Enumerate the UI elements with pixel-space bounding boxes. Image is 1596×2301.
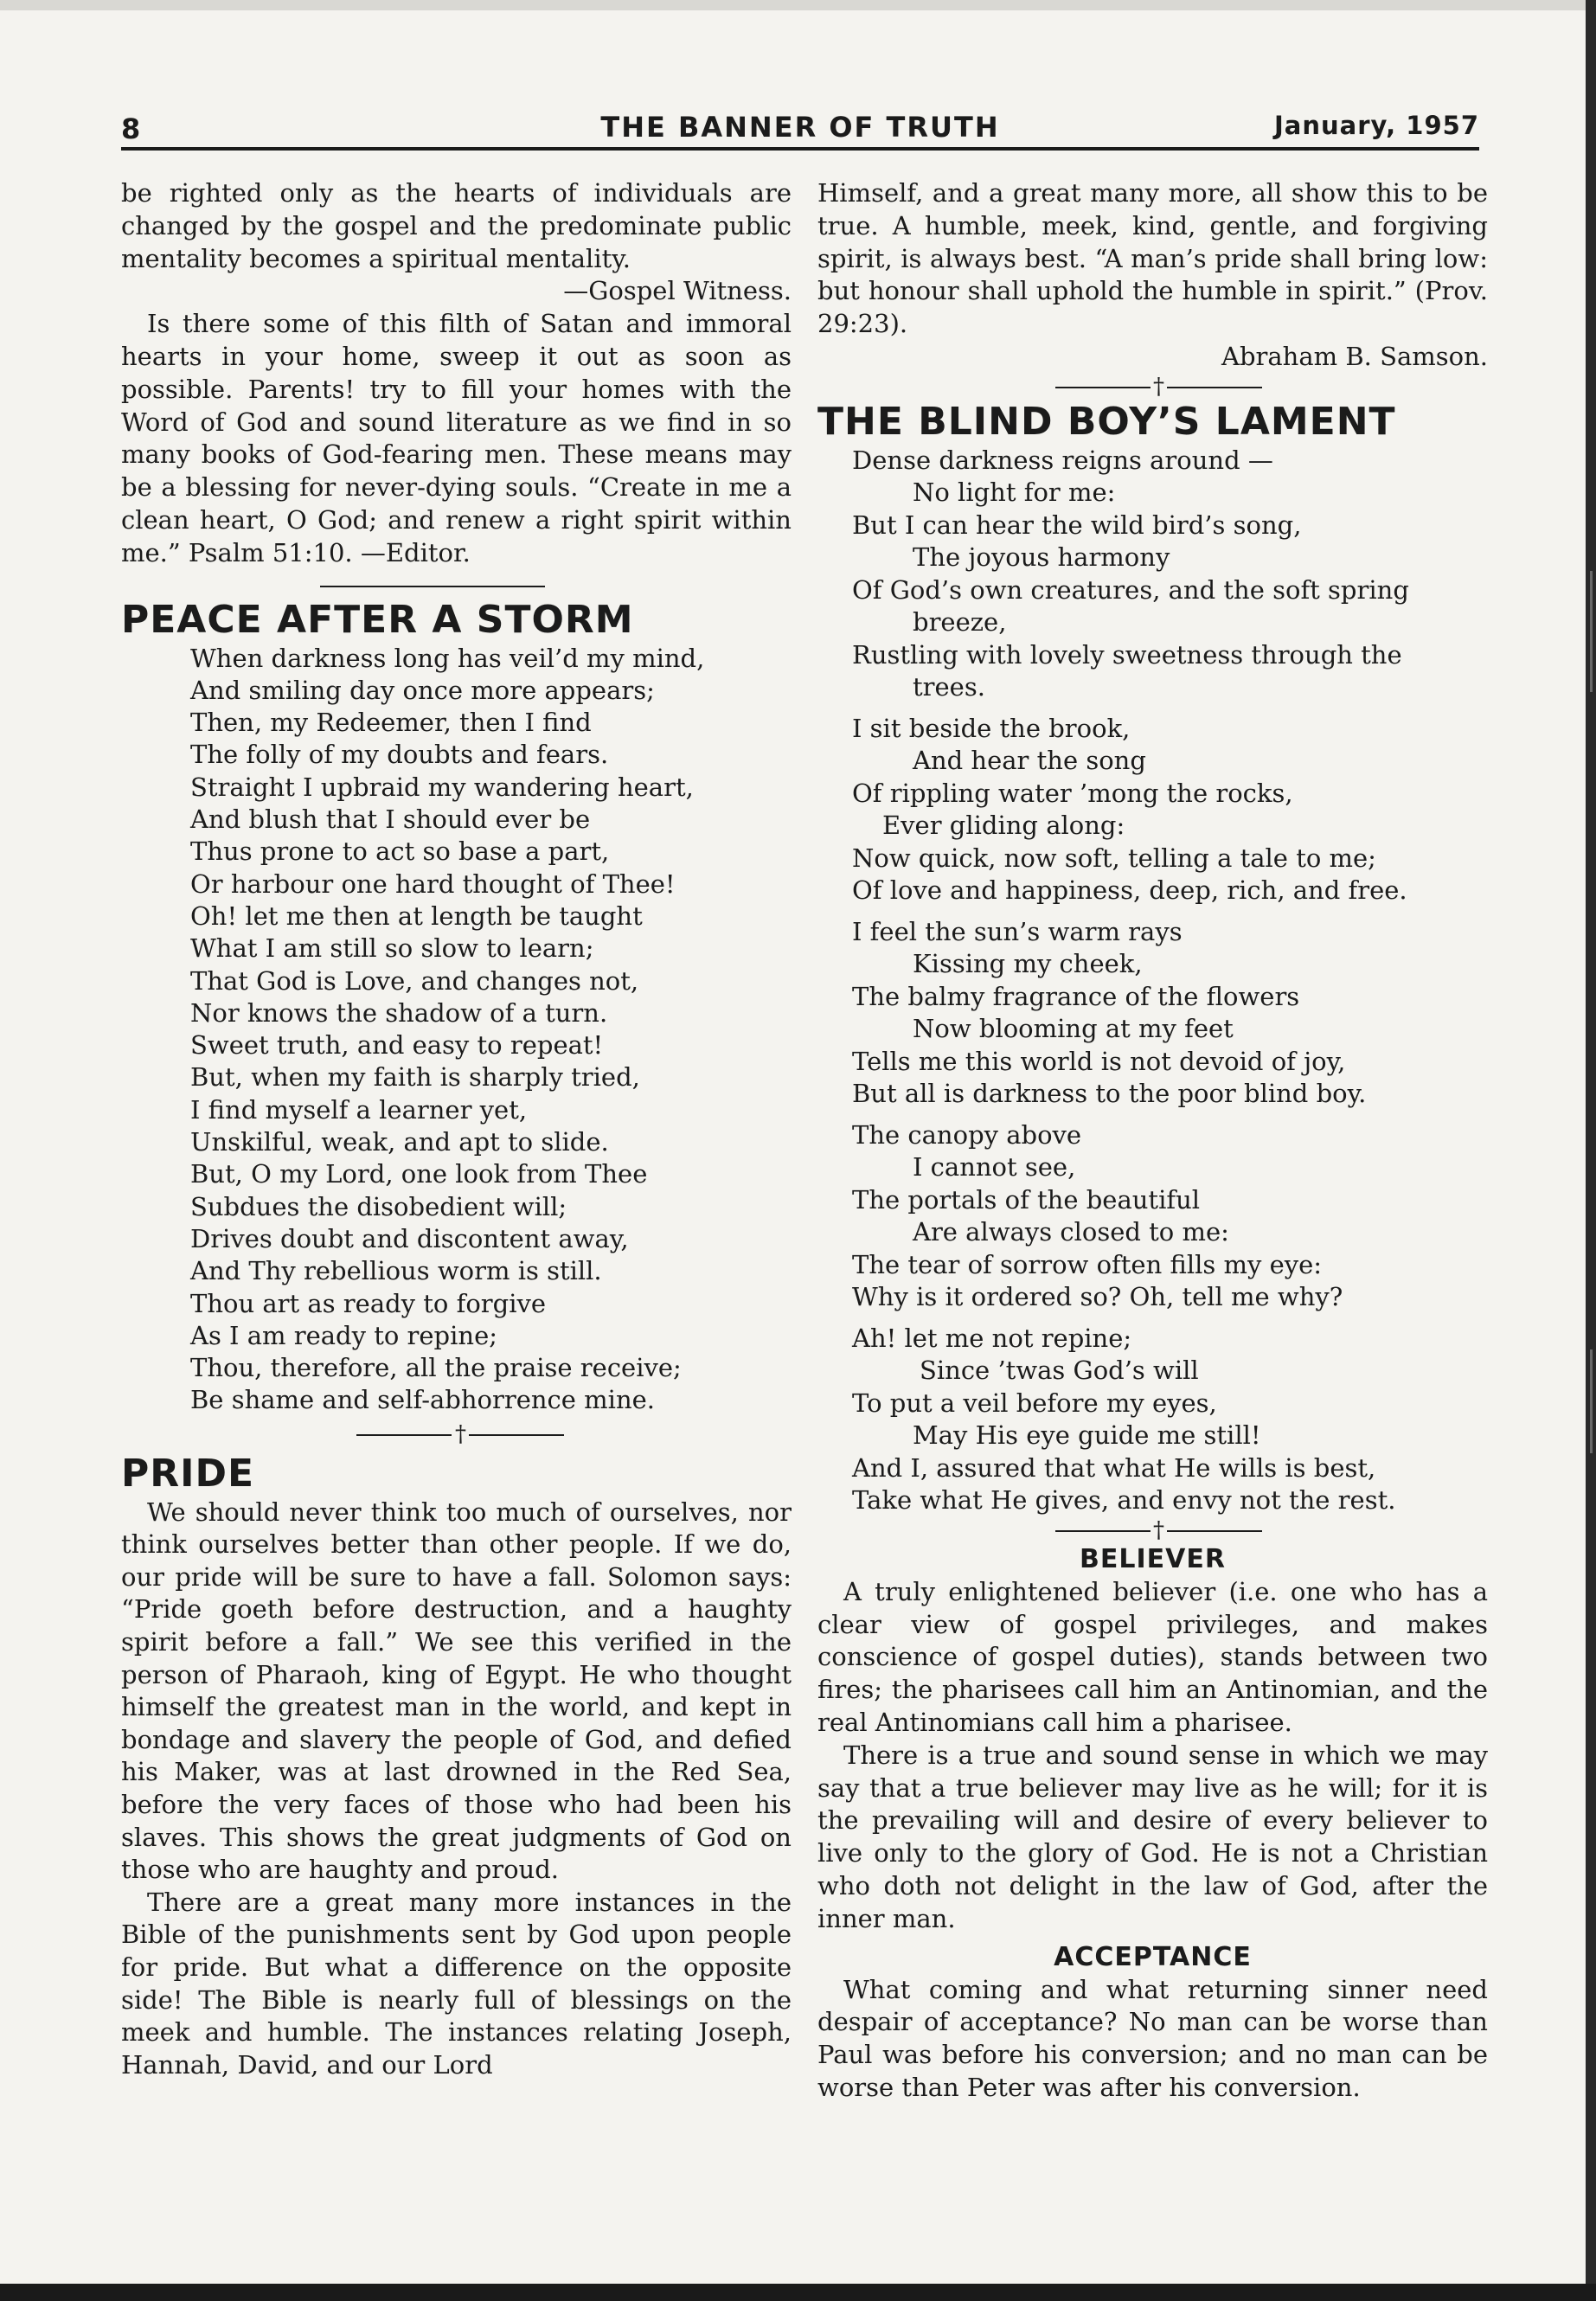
poem-line: The folly of my doubts and fears. [190, 740, 609, 770]
dagger-mark: † [1153, 373, 1164, 400]
blind-boy-stanza-2 [817, 713, 1488, 907]
poem-line: Since ’twas God’s will [920, 1356, 1199, 1386]
peace-poem [121, 643, 792, 1417]
page-edge-top [0, 0, 1596, 10]
peace-title: PEACE AFTER A STORM [121, 597, 634, 642]
right-column [817, 177, 1488, 2105]
poem-line: Ever gliding along: [882, 811, 1125, 841]
intro-paragraph: be righted only as the hearts of individuals are changed by the gospel and the predominate public mentality becomes a spiritual mentality. [121, 178, 792, 273]
poem-line: Subdues the disobedient will; [190, 1191, 567, 1221]
blind-boy-stanza-3 [817, 916, 1488, 1111]
author-signature: Abraham B. Samson. [1221, 341, 1488, 371]
poem-line: And Thy rebellious worm is still. [190, 1256, 602, 1286]
poem-line: Of God’s own creatures, and the soft spring [852, 574, 1409, 605]
poem-line: And blush that I should ever be [190, 804, 591, 835]
left-column [121, 177, 792, 2081]
poem-line: The portals of the beautiful [852, 1184, 1201, 1215]
poem-line: Or harbour one hard thought of Thee! [190, 868, 676, 899]
poem-line: Thou art as ready to forgive [190, 1288, 547, 1318]
poem-line: Of love and happiness, deep, rich, and free. [852, 875, 1407, 906]
poem-line: Now quick, now soft, telling a tale to me; [852, 843, 1376, 873]
poem-line: What I am still so slow to learn; [190, 933, 594, 964]
poem-line: But, O my Lord, one look from Thee [190, 1159, 648, 1189]
poem-line: I sit beside the brook, [852, 713, 1131, 743]
poem-line: Rustling with lovely sweetness through the [852, 639, 1402, 670]
poem-line: Oh! let me then at length be taught [190, 901, 643, 931]
poem-line: Then, my Redeemer, then I find [190, 708, 592, 738]
poem-line: Drives doubt and discontent away, [190, 1223, 629, 1253]
poem-line: Sweet truth, and easy to repeat! [190, 1030, 604, 1061]
section-divider [817, 374, 1488, 400]
editor-paragraph: Is there some of this filth of Satan and immoral hearts in your home, sweep it out as soon as possible. Parents! try to fill your homes with the Word of God and sound literature as we find in so many books of God-fearing men. These means may be a blessing for never-dying souls. “Create in me a clean heart, O God; and renew a right spirit within me.” Psalm 51:10. —Editor. [121, 309, 792, 567]
poem-line: I cannot see, [913, 1152, 1076, 1183]
scan-mark [1590, 1349, 1593, 1453]
page-edge-bottom [0, 2284, 1596, 2301]
poem-line: Of rippling water ’mong the rocks, [852, 778, 1293, 808]
scan-mark [1590, 571, 1593, 692]
poem-line: The canopy above [852, 1119, 1082, 1150]
poem-line: Take what He gives, and envy not the rest. [852, 1485, 1396, 1516]
poem-line: Nor knows the shadow of a turn. [190, 997, 608, 1028]
poem-line: May His eye guide me still! [913, 1420, 1261, 1451]
pride-paragraph: There are a great many more instances in the Bible of the punishments sent by God upon people for pride. But what a difference on the opposite side! The Bible is nearly full of blessings on the meek and humble. The instances relating Joseph, Hannah, David, and our Lord [121, 1887, 792, 2080]
acceptance-paragraph: What coming and what returning sinner need despair of acceptance? No man can be worse than Paul was before his conversion; and no man can be worse than Peter was after his conversion. [817, 1974, 1488, 2102]
poem-line: trees. [913, 672, 985, 702]
issue-date: January, 1957 [1274, 111, 1479, 140]
poem-line: Tells me this world is not devoid of joy, [852, 1046, 1346, 1076]
poem-line: Straight I upbraid my wandering heart, [190, 772, 694, 802]
poem-line: The balmy fragrance of the flowers [852, 981, 1300, 1011]
poem-line: Now blooming at my feet [913, 1014, 1234, 1044]
poem-line: To put a veil before my eyes, [852, 1388, 1217, 1418]
poem-line: When darkness long has veil’d my mind, [190, 643, 705, 673]
pride-paragraph: We should never think too much of ourselves, nor think ourselves better than other people. If we do, our pride will be sure to have a fall. Solomon says: “Pride goeth before destruction, and a haughty spirit before a fall.” We see this verified in the person of Pharaoh, king of Egypt. He who thought himself the greatest man in the world, and kept in bondage and slavery the people of God, and defied his Maker, was at last drowned in the Red Sea, before the very faces of those who had been his slaves. This shows the great judgments of God on those who are haughty and proud. [121, 1497, 792, 1885]
running-header [121, 107, 1479, 151]
poem-line: And hear the song [913, 746, 1146, 776]
page-number: 8 [121, 112, 141, 145]
poem-line: I find myself a learner yet, [190, 1094, 528, 1125]
believer-paragraph: A truly enlightened believer (i.e. one who has a clear view of gospel privileges, and makes conscience of gospel duties), stands between two fires; the pharisees call him an Antinomian, and the real Antinomians call him a pharisee. [817, 1576, 1488, 1737]
intro-attribution: —Gospel Witness. [563, 276, 792, 306]
poem-line: That God is Love, and changes not, [190, 965, 639, 996]
poem-line: Kissing my cheek, [913, 949, 1143, 979]
poem-line: Be shame and self-abhorrence mine. [190, 1385, 655, 1415]
poem-line: And smiling day once more appears; [190, 675, 655, 705]
poem-line: But, when my faith is sharply tried, [190, 1062, 640, 1093]
dagger-mark: † [1153, 1516, 1164, 1543]
poem-line: Why is it ordered so? Oh, tell me why? [852, 1282, 1343, 1312]
blind-boy-stanza-5 [817, 1323, 1488, 1517]
poem-line: Thus prone to act so base a part, [190, 836, 610, 867]
poem-line: Thou, therefore, all the praise receive; [190, 1353, 682, 1383]
poem-line: Unskilful, weak, and apt to slide. [190, 1127, 609, 1157]
blind-boy-stanza-4 [817, 1119, 1488, 1314]
poem-line: Are always closed to me: [913, 1217, 1229, 1247]
section-divider [121, 1417, 792, 1452]
poem-line: As I am ready to repine; [190, 1320, 498, 1350]
publication-title: THE BANNER OF TRUTH [600, 111, 1000, 144]
pride-title: PRIDE [121, 1451, 255, 1496]
page-edge-right [1586, 0, 1596, 2301]
poem-line: No light for me: [913, 478, 1116, 508]
pride-continuation: Himself, and a great many more, all show this to be true. A humble, meek, kind, gentle, and forgiving spirit, is always best. “A man’s pride shall bring low: but honour shall uphold the humble in spirit.” (Prov. 29:23). [817, 178, 1488, 339]
poem-line: Dense darkness reigns around — [852, 445, 1273, 475]
poem-line: breeze, [913, 607, 1007, 638]
poem-line: Ah! let me not repine; [852, 1323, 1132, 1353]
acceptance-title: ACCEPTANCE [1054, 1941, 1252, 1972]
poem-line: The joyous harmony [913, 542, 1170, 573]
poem-line: But I can hear the wild bird’s song, [852, 510, 1302, 540]
poem-line: The tear of sorrow often fills my eye: [852, 1249, 1323, 1279]
believer-title: BELIEVER [1080, 1543, 1226, 1574]
poem-line: I feel the sun’s warm rays [852, 916, 1183, 946]
blind-boy-title: THE BLIND BOY’S LAMENT [817, 399, 1396, 444]
header-rule [121, 147, 1479, 151]
poem-line: And I, assured that what He wills is best, [852, 1452, 1376, 1483]
dagger-mark: † [455, 1420, 466, 1447]
poem-line: But all is darkness to the poor blind boy. [852, 1079, 1367, 1109]
believer-paragraph: There is a true and sound sense in which we may say that a true believer may live as he will; for it is the prevailing will and desire of every believer to live only to the glory of God. He is not a Christian who doth not delight in the law of God, after the inner man. [817, 1740, 1488, 1933]
section-divider [817, 1517, 1488, 1543]
blind-boy-stanza-1 [817, 445, 1488, 704]
